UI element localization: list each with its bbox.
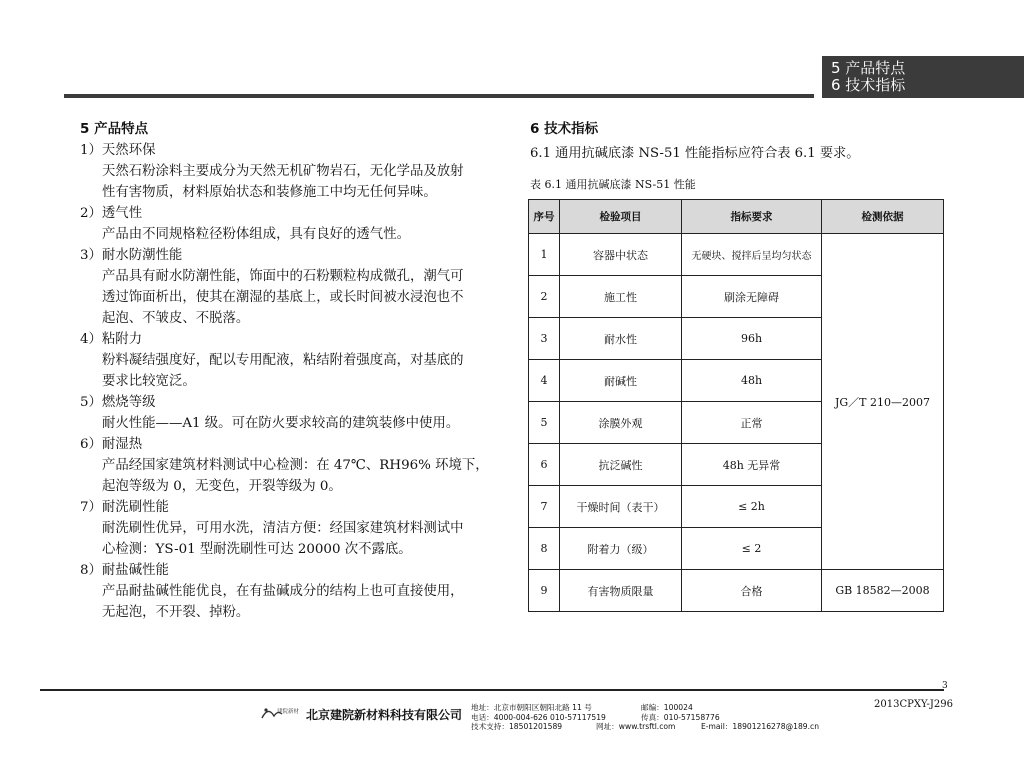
company-name: 北京建院新材料科技有限公司	[306, 708, 463, 722]
row-requirement: ≤ 2	[682, 528, 822, 570]
feature-body	[80, 518, 500, 560]
row-item: 涂膜外观	[560, 402, 682, 444]
contact-email: E-mail：18901216278@189.cn	[701, 722, 820, 731]
row-no: 3	[529, 318, 560, 360]
feature-item	[80, 245, 500, 329]
feature-body	[80, 266, 500, 329]
row-basis-merged: JG／T 210—2007	[822, 234, 944, 570]
row-no: 7	[529, 486, 560, 528]
feature-item	[80, 434, 500, 497]
feature-heading: 2）透气性	[80, 206, 143, 221]
feature-body	[80, 413, 500, 434]
feature-body	[80, 224, 500, 245]
header-basis: 检测依据	[822, 200, 944, 234]
feature-body-line: 耐洗刷性优异，可用水洗，清洁方便：经国家建筑材料测试中	[102, 521, 464, 536]
feature-heading: 7）耐洗刷性能	[80, 500, 169, 515]
contact-postcode: 邮编：100024	[641, 703, 693, 712]
section-5-title: 5 产品特点	[80, 121, 149, 137]
row-no: 4	[529, 360, 560, 402]
feature-body-line: 产品由不同规格粒径粉体组成，具有良好的透气性。	[102, 227, 410, 242]
header-requirement: 指标要求	[682, 200, 822, 234]
company-logo-text: 建院新材	[277, 709, 300, 715]
row-requirement: 无硬块、搅拌后呈均匀状态	[682, 234, 822, 276]
section-6-title: 6 技术指标	[530, 121, 599, 137]
feature-body-line: 耐火性能——A1 级。可在防火要求较高的建筑装修中使用。	[102, 416, 460, 431]
feature-item	[80, 392, 500, 434]
contact-block	[471, 703, 819, 732]
feature-body-line: 要求比较宽泛。	[102, 374, 196, 389]
row-no: 1	[529, 234, 560, 276]
feature-body	[80, 455, 500, 497]
footer-rule	[40, 689, 944, 691]
row-item: 有害物质限量	[560, 570, 682, 612]
contact-support: 技术支持：18501201589	[471, 722, 563, 731]
feature-body-line: 透过饰面析出，使其在潮湿的基底上，或长时间被水浸泡也不	[102, 290, 464, 305]
contact-fax: 传真：010-57158776	[641, 712, 720, 722]
row-requirement: 正常	[682, 402, 822, 444]
document-code: 2013CPXY-J296	[874, 699, 953, 710]
row-no: 6	[529, 444, 560, 486]
feature-body-line: 产品经国家建筑材料测试中心检测：在 47℃、RH96% 环境下，	[102, 458, 489, 473]
row-no: 5	[529, 402, 560, 444]
section-6-1-text: 6.1 通用抗碱底漆 NS-51 性能指标应符合表 6.1 要求。	[530, 146, 860, 161]
row-requirement: ≤ 2h	[682, 486, 822, 528]
header-rule	[64, 94, 814, 98]
feature-body-line: 产品具有耐水防潮性能，饰面中的石粉颗粒构成微孔，潮气可	[102, 269, 464, 284]
feature-body	[80, 581, 500, 623]
table-header-row	[529, 200, 944, 234]
feature-body-line: 性有害物质，材料原始状态和装修施工中均无任何异味。	[102, 185, 437, 200]
feature-body-line: 无起泡，不开裂、掉粉。	[102, 605, 250, 620]
row-requirement: 合格	[682, 570, 822, 612]
row-requirement: 刷涂无障碍	[682, 276, 822, 318]
feature-heading: 6）耐湿热	[80, 437, 143, 452]
feature-body	[80, 161, 500, 203]
feature-heading: 3）耐水防潮性能	[80, 248, 183, 263]
company-logo	[260, 704, 300, 724]
row-no: 8	[529, 528, 560, 570]
row-item: 施工性	[560, 276, 682, 318]
feature-heading: 1）天然环保	[80, 143, 156, 158]
page-number: 3	[942, 681, 948, 691]
feature-body-line: 产品耐盐碱性能优良，在有盐碱成分的结构上也可直接使用，	[102, 584, 464, 599]
row-requirement: 48h 无异常	[682, 444, 822, 486]
feature-body-line: 起泡等级为 0，无变色，开裂等级为 0。	[102, 479, 342, 494]
row-requirement: 48h	[682, 360, 822, 402]
contact-phone: 电话：4000-004-626 010-57117519	[471, 712, 606, 722]
row-item: 容器中状态	[560, 234, 682, 276]
feature-item	[80, 560, 500, 623]
feature-body-line: 起泡、不皱皮、不脱落。	[102, 311, 250, 326]
row-item: 抗泛碱性	[560, 444, 682, 486]
row-requirement: 96h	[682, 318, 822, 360]
table-caption: 表 6.1 通用抗碱底漆 NS-51 性能	[530, 178, 696, 191]
row-no: 2	[529, 276, 560, 318]
spec-table	[528, 199, 944, 612]
contact-website: 网址：www.trsftl.com	[596, 722, 676, 731]
product-features-list	[80, 140, 500, 623]
feature-item	[80, 329, 500, 392]
feature-item	[80, 140, 500, 203]
row-item: 耐碱性	[560, 360, 682, 402]
feature-body-line: 天然石粉涂料主要成分为天然无机矿物岩石，无化学品及放射	[102, 164, 464, 179]
feature-heading: 8）耐盐碱性能	[80, 563, 169, 578]
header-no: 序号	[529, 200, 560, 234]
feature-heading: 4）粘附力	[80, 332, 143, 347]
feature-item	[80, 203, 500, 245]
feature-body-line: 粉料凝结强度好，配以专用配液，粘结附着强度高，对基底的	[102, 353, 464, 368]
feature-body-line: 心检测：YS-01 型耐洗刷性可达 20000 次不露底。	[102, 542, 412, 557]
header-section-6-label: 6 技术指标	[831, 76, 906, 94]
contact-address: 地址：北京市朝阳区朝阳北路 11 号	[471, 703, 592, 712]
header-section-5-label: 5 产品特点	[831, 59, 906, 77]
row-item: 干燥时间（表干）	[560, 486, 682, 528]
table-row	[529, 234, 944, 276]
feature-body	[80, 350, 500, 392]
row-item: 耐水性	[560, 318, 682, 360]
header-item: 检验项目	[560, 200, 682, 234]
feature-heading: 5）燃烧等级	[80, 395, 156, 410]
row-no: 9	[529, 570, 560, 612]
row-item: 附着力（级）	[560, 528, 682, 570]
row-basis-last: GB 18582—2008	[822, 570, 944, 612]
table-row	[529, 570, 944, 612]
feature-item	[80, 497, 500, 560]
